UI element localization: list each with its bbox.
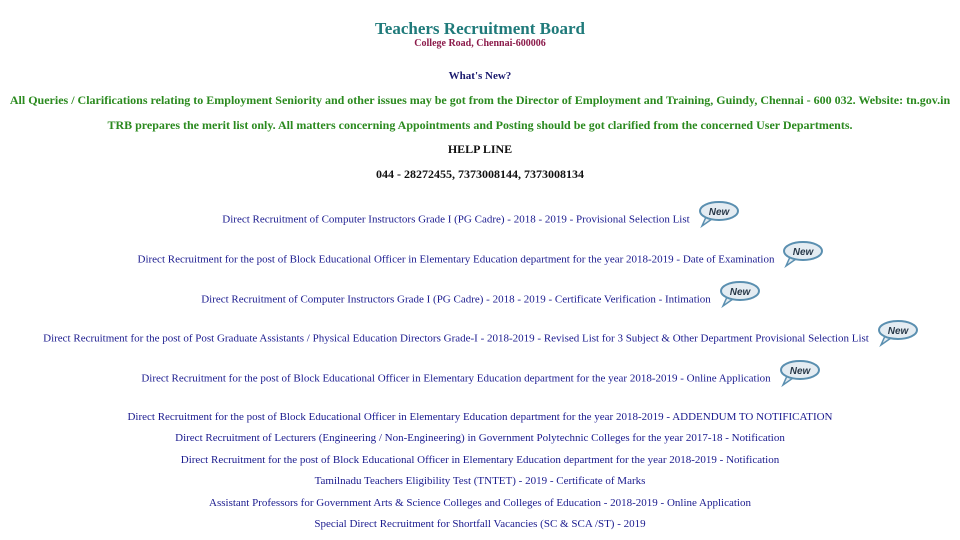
helpline-label: HELP LINE — [447, 142, 513, 156]
svg-text:New: New — [729, 287, 751, 298]
new-badge-icon — [779, 368, 819, 390]
svg-text:New: New — [887, 326, 909, 337]
new-link-item[interactable] — [0, 328, 960, 350]
link-item[interactable]: Tamilnadu Teachers Eligibility Test (TNTET) - 2019 - Certificate of Marks — [314, 475, 646, 487]
helpline-numbers: 044 - 28272455, 7373008144, 7373008134 — [376, 167, 584, 181]
new-badge-icon — [698, 209, 738, 231]
link-item[interactable]: Special Direct Recruitment for Shortfall Vacancies (SC & SCA /ST) - 2019 — [314, 518, 646, 530]
link-text[interactable]: Direct Recruitment for the post of Post Graduate Assistants / Physical Education Directors Grade-I - 2018-2019 - Revised List for 3 Subject & Other Department Provisional Selection List — [43, 332, 869, 345]
svg-text:New: New — [708, 207, 729, 218]
link-text[interactable]: Direct Recruitment for the post of Block Educational Officer in Elementary Education department for the year 2018-2019 - Online Application — [141, 372, 771, 385]
whats-new-heading: What's New? — [448, 70, 512, 82]
new-badge-icon — [719, 289, 759, 311]
link-item[interactable]: Direct Recruitment of Lecturers (Engineering / Non-Engineering) in Government Polytechnic Colleges for the year 2017-18 - Notification — [175, 432, 785, 444]
notice-merit-list: TRB prepares the merit list only. All matters concerning Appointments and Posting should be got clarified from the concerned User Departments. — [107, 118, 853, 132]
svg-text:New: New — [789, 366, 810, 377]
new-link-item[interactable] — [0, 249, 960, 271]
new-link-item[interactable] — [0, 289, 960, 311]
new-badge-icon — [877, 328, 917, 350]
link-item[interactable]: Assistant Professors for Government Arts & Science Colleges and Colleges of Education - 2018-2019 - Online Application — [209, 497, 751, 509]
page-subtitle: College Road, Chennai-600006 — [414, 38, 546, 49]
page-title: Teachers Recruitment Board — [375, 19, 585, 38]
link-item[interactable]: Direct Recruitment for the post of Block Educational Officer in Elementary Education department for the year 2018-2019 - ADDENDUM TO NOTIFICATION — [127, 411, 833, 423]
svg-text:New: New — [793, 247, 814, 258]
new-link-item[interactable] — [0, 209, 960, 231]
link-text[interactable]: Direct Recruitment for the post of Block Educational Officer in Elementary Education department for the year 2018-2019 - Date of Examination — [137, 253, 775, 266]
link-item[interactable]: Direct Recruitment for the post of Block Educational Officer in Elementary Education department for the year 2018-2019 - Notification — [180, 454, 780, 466]
new-link-item[interactable] — [0, 368, 960, 390]
link-text[interactable]: Direct Recruitment of Computer Instructors Grade I (PG Cadre) - 2018 - 2019 - Certificate Verification - Intimation — [201, 293, 711, 306]
notice-employment: All Queries / Clarifications relating to Employment Seniority and other issues may be got from the Director of Employment and Training, Guindy, Chennai - 600 032. Website: tn.gov.in — [9, 93, 951, 107]
new-badge-icon — [782, 249, 822, 271]
link-text[interactable]: Direct Recruitment of Computer Instructors Grade I (PG Cadre) - 2018 - 2019 - Provisional Selection List — [222, 213, 690, 226]
